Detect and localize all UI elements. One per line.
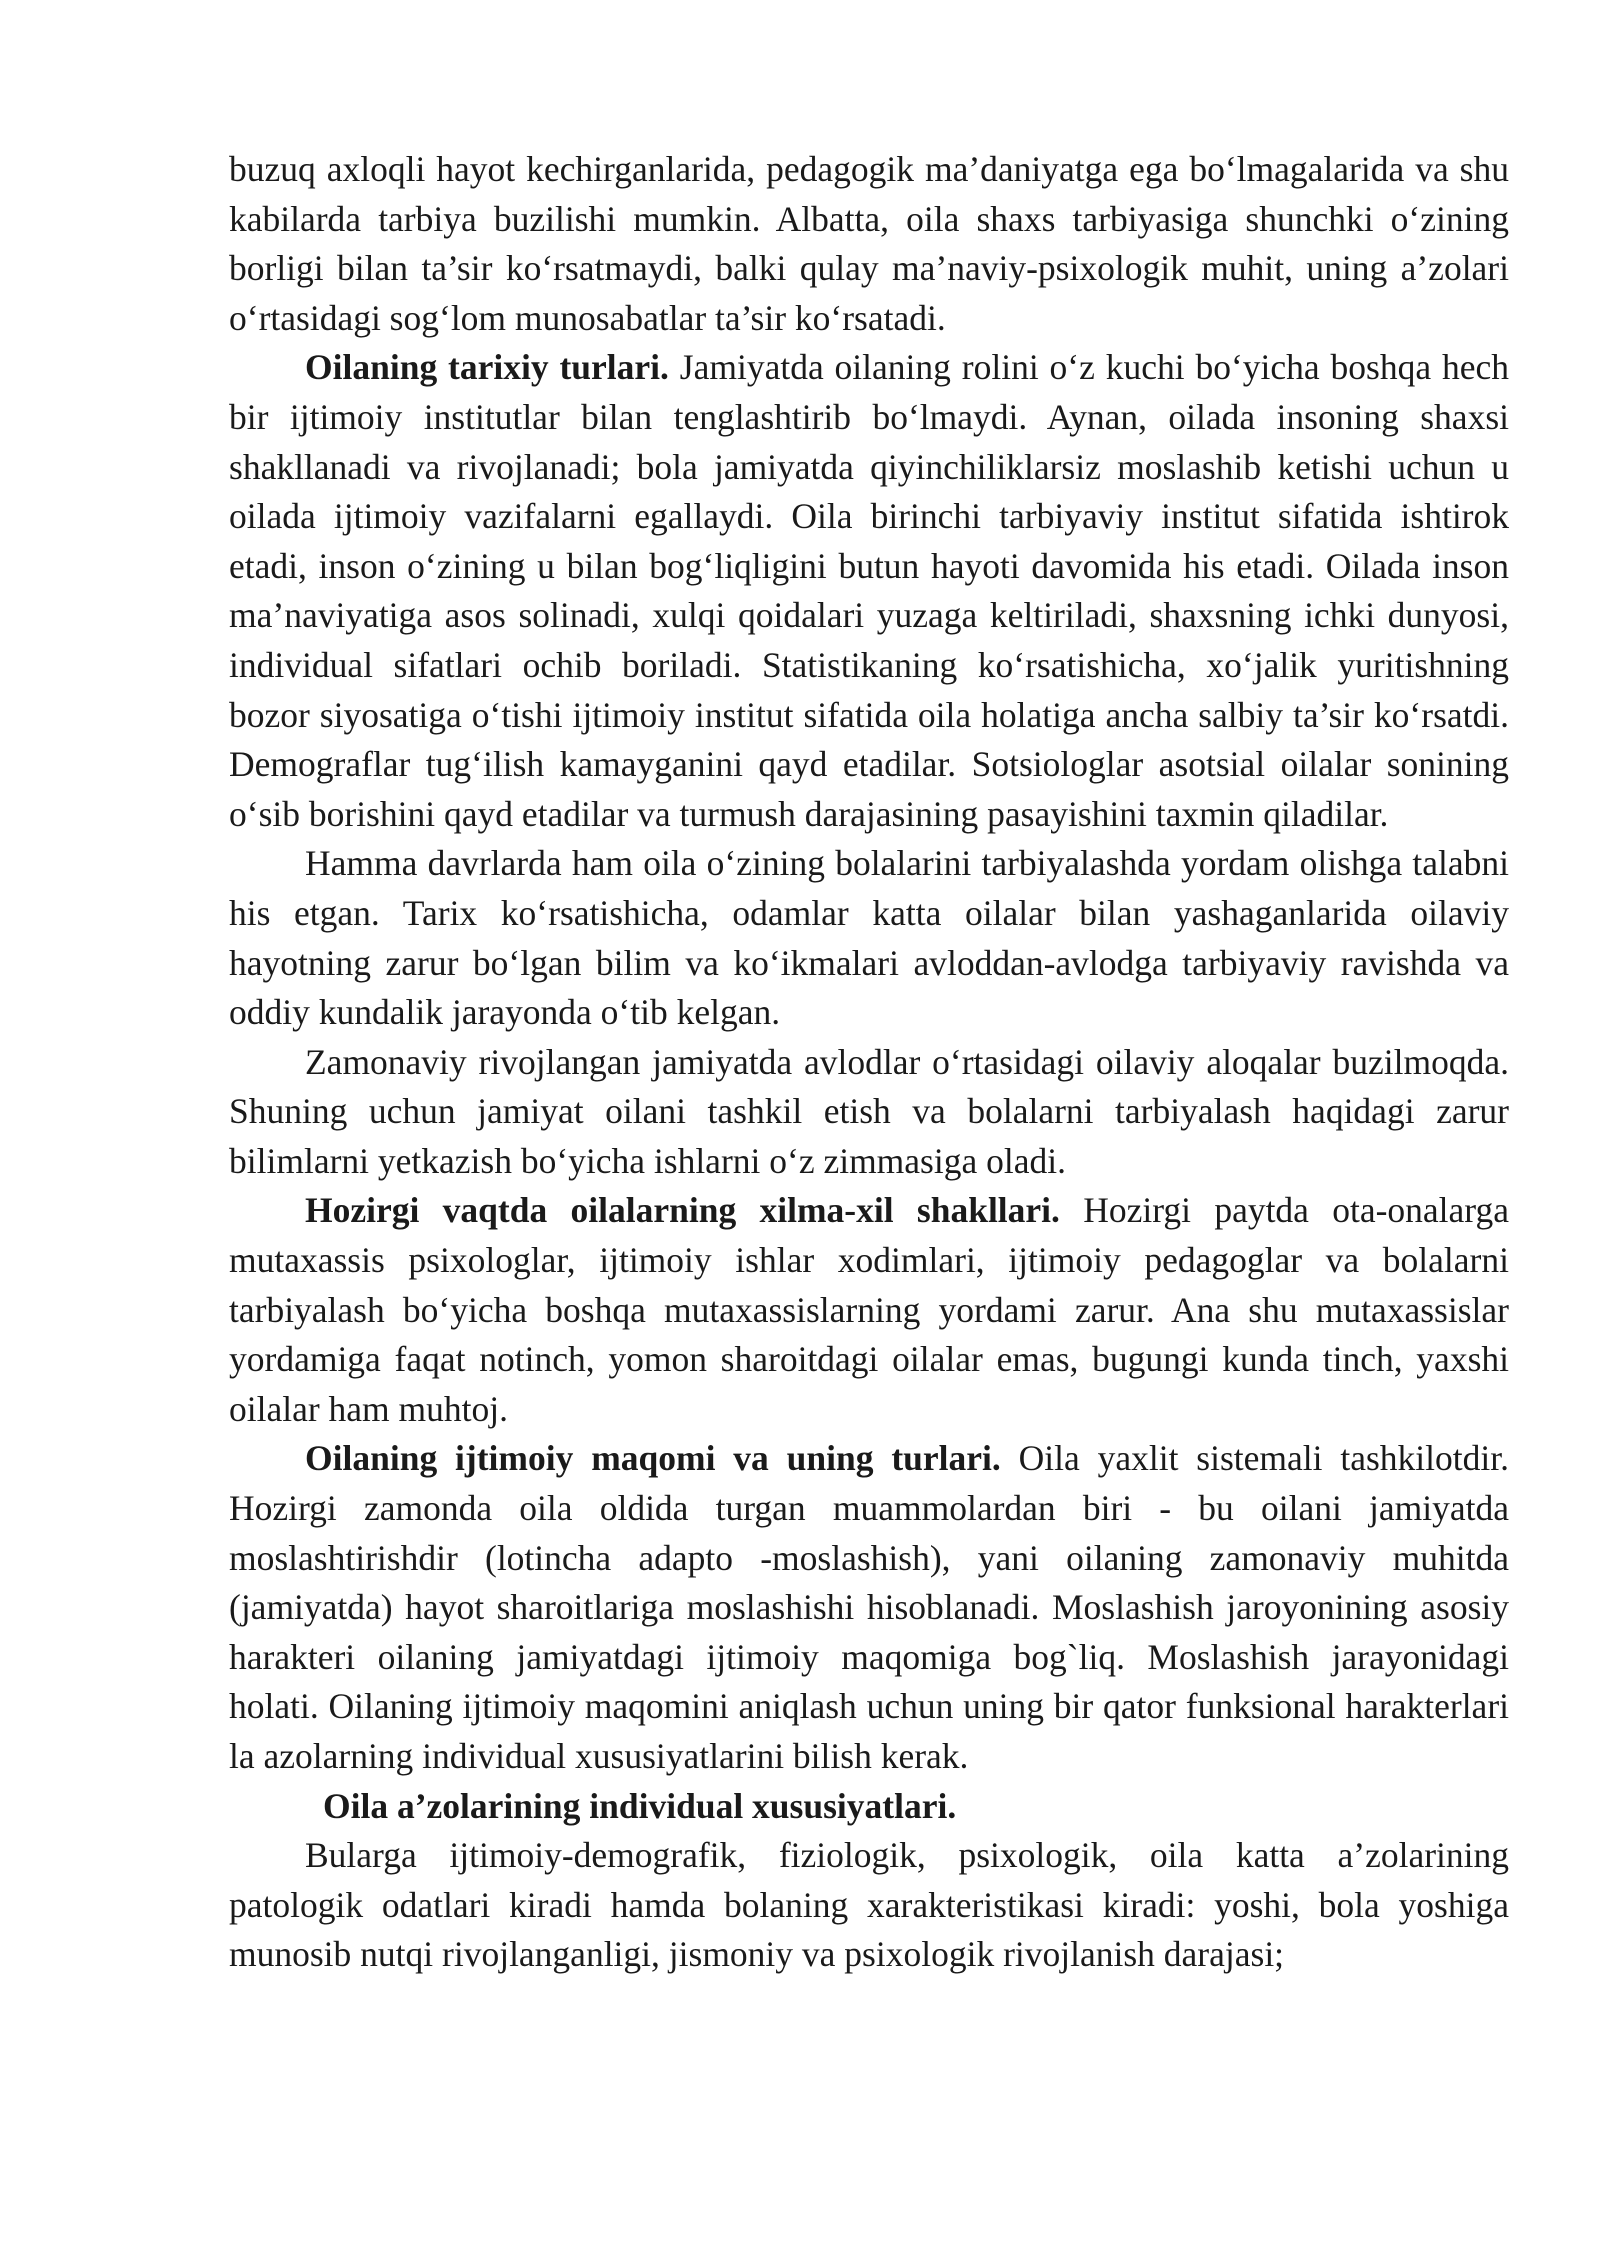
section-heading-inline: Hozirgi vaqtda oilalarning xilma-xil shakllari.: [305, 1190, 1060, 1231]
paragraph-historical-types: [229, 343, 1509, 839]
paragraph-modern-society: [229, 1038, 1509, 1187]
paragraph-social-status: [229, 1434, 1509, 1781]
paragraph-text: Oila yaxlit sistemali tashkilotdir. Hozirgi zamonda oila oldida turgan muammolardan biri - bu oilani jamiyatda moslashtirishdir (lotincha adapto -moslashish), yani oilaning zamonaviy muhitda (jamiyatda) hayot sharoitlariga moslashishi hisoblanadi. Moslashish jaroyonining asosiy harakteri oilaning jamiyatdagi ijtimoiy maqomiga bog`liq. Moslashish jarayonidagi holati. Oilaning ijtimoiy maqomini aniqlash uchun uning bir qator funksional harakterlari la azolarning individual xususiyatlarini bilish kerak.: [229, 1438, 1509, 1776]
paragraph-individual-features: [229, 1831, 1509, 1980]
paragraph-text: Zamonaviy rivojlangan jamiyatda avlodlar o‘rtasidagi oilaviy aloqalar buzilmoqda. Shuning uchun jamiyat oilani tashkil etish va bolalarni tarbiyalash haqidagi zarur bilimlarni yetkazish bo‘yicha ishlarni o‘z zimmasiga oladi.: [229, 1041, 1509, 1181]
section-heading-inline: Oilaning ijtimoiy maqomi va uning turlari.: [305, 1438, 1001, 1479]
paragraph-text: Hozirgi paytda ota-onalarga mutaxassis psixologlar, ijtimoiy ishlar xodimlari, ijtimoiy pedagoglar va bolalarni tarbiyalash bo‘yicha boshqa mutaxassislarning yordami zarur. Ana shu mutaxassislar yordamiga faqat notinch, yomon sharoitdagi oilalar emas, bugungi kunda tinch, yaxshi oilalar ham muhtoj.: [229, 1190, 1509, 1429]
paragraph-continuation: [229, 145, 1509, 343]
section-heading: Oila a’zolarining individual xususiyatlari.: [323, 1785, 957, 1826]
paragraph-text: Bularga ijtimoiy-demografik, fiziologik, psixologik, oila katta a’zolarining patologik odatlari kiradi hamda bolaning xarakteristikasi kiradi: yoshi, bola yoshiga munosib nutqi rivojlanganligi, jismoniy va psixologik rivojlanish darajasi;: [229, 1835, 1509, 1975]
paragraph-all-eras: [229, 839, 1509, 1037]
section-heading-inline: Oilaning tarixiy turlari.: [305, 347, 669, 388]
document-page: [229, 145, 1509, 1980]
paragraph-text: buzuq axloqli hayot kechirganlarida, pedagogik ma’daniyatga ega bo‘lmagalarida va shu kabilarda tarbiya buzilishi mumkin. Albatta, oila shaxs tarbiyasiga shunchki o‘zining borligi bilan ta’sir ko‘rsatmaydi, balki qulay ma’naviy-psixologik muhit, uning a’zolari o‘rtasidagi sog‘lom munosabatlar ta’sir ko‘rsatadi.: [229, 149, 1509, 338]
paragraph-text: Hamma davrlarda ham oila o‘zining bolalarini tarbiyalashda yordam olishga talabni his etgan. Tarix ko‘rsatishicha, odamlar katta oilalar bilan yashaganlarida oilaviy hayotning zarur bo‘lgan bilim va ko‘ikmalari avloddan-avlodga tarbiyaviy ravishda va oddiy kundalik jarayonda o‘tib kelgan.: [229, 843, 1509, 1033]
paragraph-text: Jamiyatda oilaning rolini o‘z kuchi bo‘yicha boshqa hech bir ijtimoiy institutlar bilan tenglashtirib bo‘lmaydi. Aynan, oilada insoning shaxsi shakllanadi va rivojlanadi; bola jamiyatda qiyinchiliklarsiz moslashib ketishi uchun u oilada ijtimoiy vazifalarni egallaydi. Oila birinchi tarbiyaviy institut sifatida ishtirok etadi, inson o‘zining u bilan bog‘liqligini butun hayoti davomida his etadi. Oilada inson ma’naviyatiga asos solinadi, xulqi qoidalari yuzaga keltiriladi, shaxsning ichki dunyosi, individual sifatlari ochib boriladi. Statistikaning ko‘rsatishicha, xo‘jalik yuritishning bozor siyosatiga o‘tishi ijtimoiy institut sifatida oila holatiga ancha salbiy ta’sir ko‘rsatdi. Demograflar tug‘ilish kamayganini qayd etadilar. Sotsiologlar asotsial oilalar sonining o‘sib borishini qayd etadilar va turmush darajasining pasayishini taxmin qiladilar.: [229, 347, 1509, 834]
paragraph-current-forms: [229, 1186, 1509, 1434]
